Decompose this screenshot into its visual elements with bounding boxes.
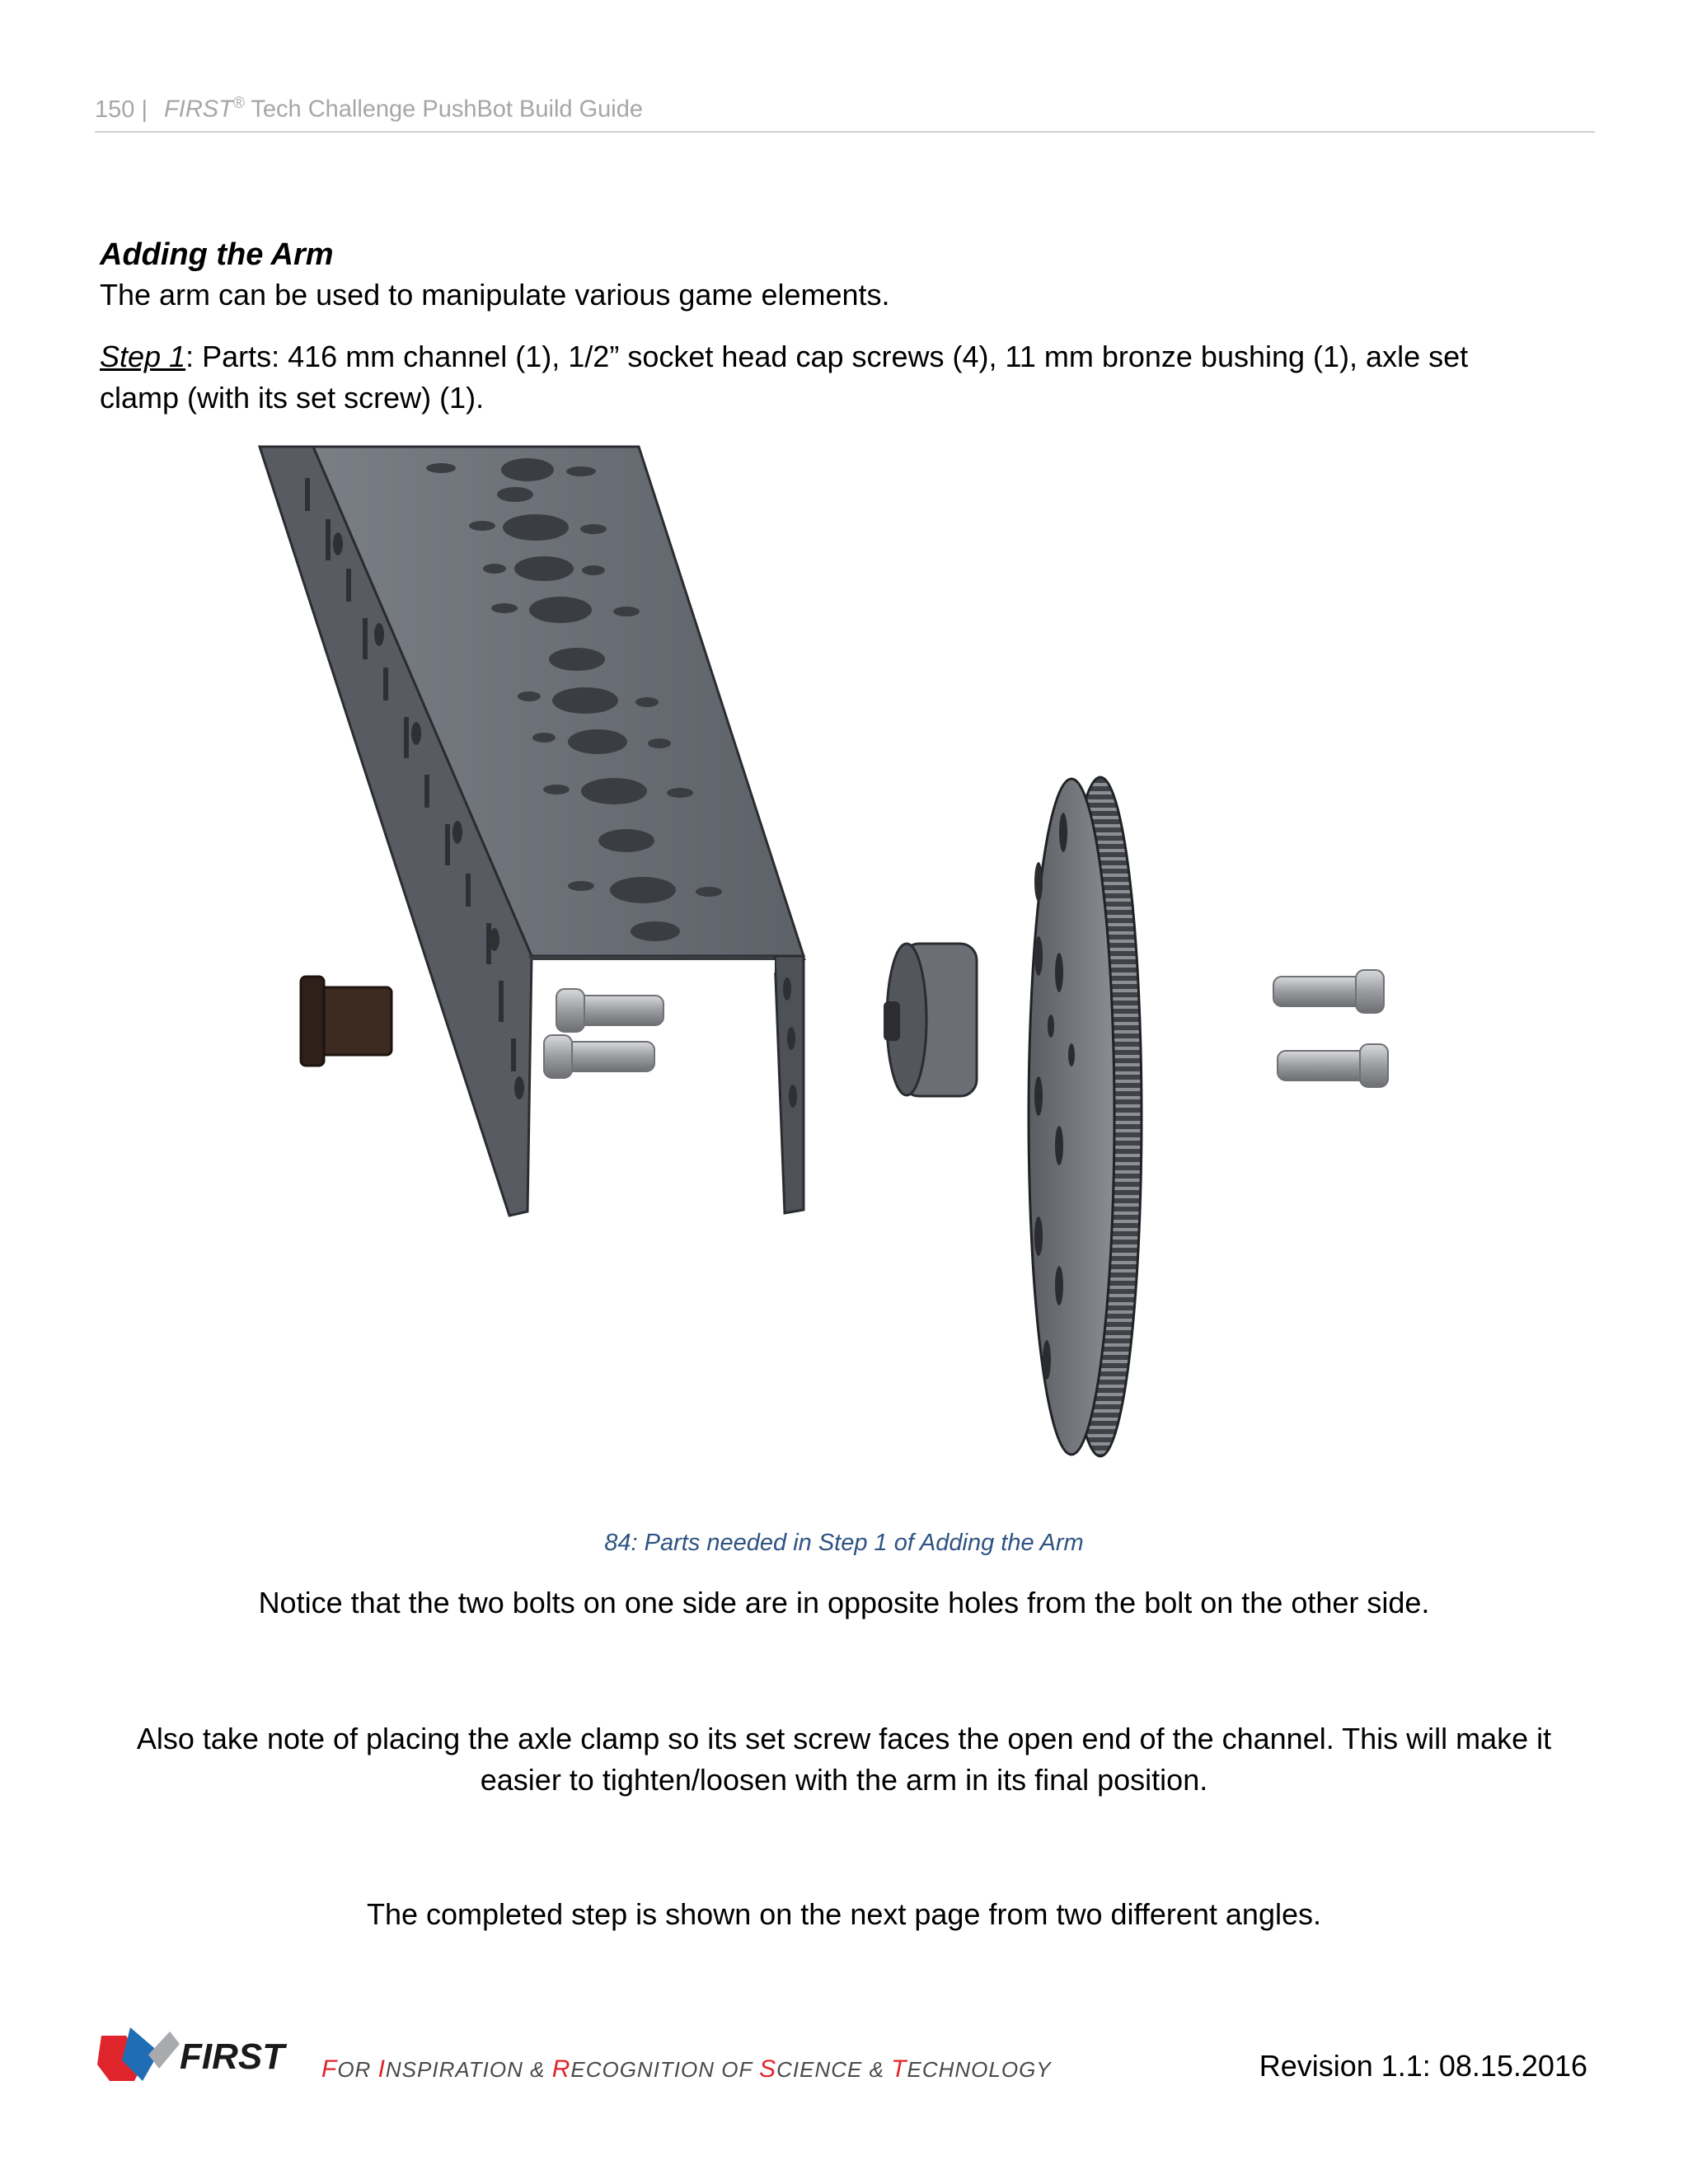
tagline-text: NSPIRATION &: [385, 2057, 552, 2082]
section-title: Adding the Arm: [100, 237, 334, 272]
tagline-cap: S: [759, 2055, 777, 2083]
step-text: : Parts: 416 mm channel (1), 1/2” socket head cap screws (4), 11 mm bronze bushing (1), axle set clamp (with its set screw) (1).: [100, 340, 1469, 415]
note-completed-step: The completed step is shown on the next page from two different angles.: [366, 1897, 1321, 1931]
tagline-cap: T: [891, 2055, 907, 2083]
step-label: Step 1: [100, 340, 186, 373]
tagline-text: ECOGNITION OF: [570, 2057, 760, 2082]
bronze-bushing-11mm: [301, 977, 392, 1066]
step-instructions: [100, 336, 1550, 419]
header-title: Tech Challenge PushBot Build Guide: [251, 96, 643, 123]
section-intro: The arm can be used to manipulate various game elements.: [100, 278, 890, 312]
socket-head-cap-screw: [556, 989, 663, 1032]
tagline-cap: F: [321, 2055, 338, 2083]
socket-head-cap-screw: [544, 1035, 654, 1078]
socket-head-cap-screw: [1273, 970, 1384, 1013]
header-brand: FIRST: [164, 96, 233, 123]
note-axle-clamp: Also take note of placing the axle clamp so its set screw faces the open end of the channel. This will make it easier to tighten/loosen with the arm in its final position.: [136, 1722, 1552, 1797]
figure-caption: 84: Parts needed in Step 1 of Adding the Arm: [604, 1530, 1084, 1556]
logo-text: FIRST: [180, 2036, 285, 2077]
socket-head-cap-screw: [1278, 1044, 1388, 1087]
tagline-cap: I: [377, 2055, 386, 2083]
first-logo: [97, 2023, 312, 2089]
page-number: 150 |: [95, 96, 148, 123]
tagline-text: CIENCE &: [776, 2057, 892, 2082]
tagline-cap: R: [551, 2055, 571, 2083]
note-bolts: Notice that the two bolts on one side are in opposite holes from the bolt on the other side.: [258, 1586, 1430, 1619]
axle-set-clamp: [884, 944, 977, 1096]
tagline-text: OR: [337, 2057, 378, 2082]
channel-416mm: [260, 447, 806, 1216]
parts-figure: [247, 445, 1467, 1492]
tagline-text: ECHNOLOGY: [907, 2057, 1052, 2082]
gear: [1029, 777, 1142, 1456]
footer-tagline: [321, 2055, 1052, 2083]
page-header: [95, 95, 1595, 133]
registered-mark: ®: [232, 95, 245, 112]
revision-label: Revision 1.1: 08.15.2016: [1259, 2049, 1587, 2083]
